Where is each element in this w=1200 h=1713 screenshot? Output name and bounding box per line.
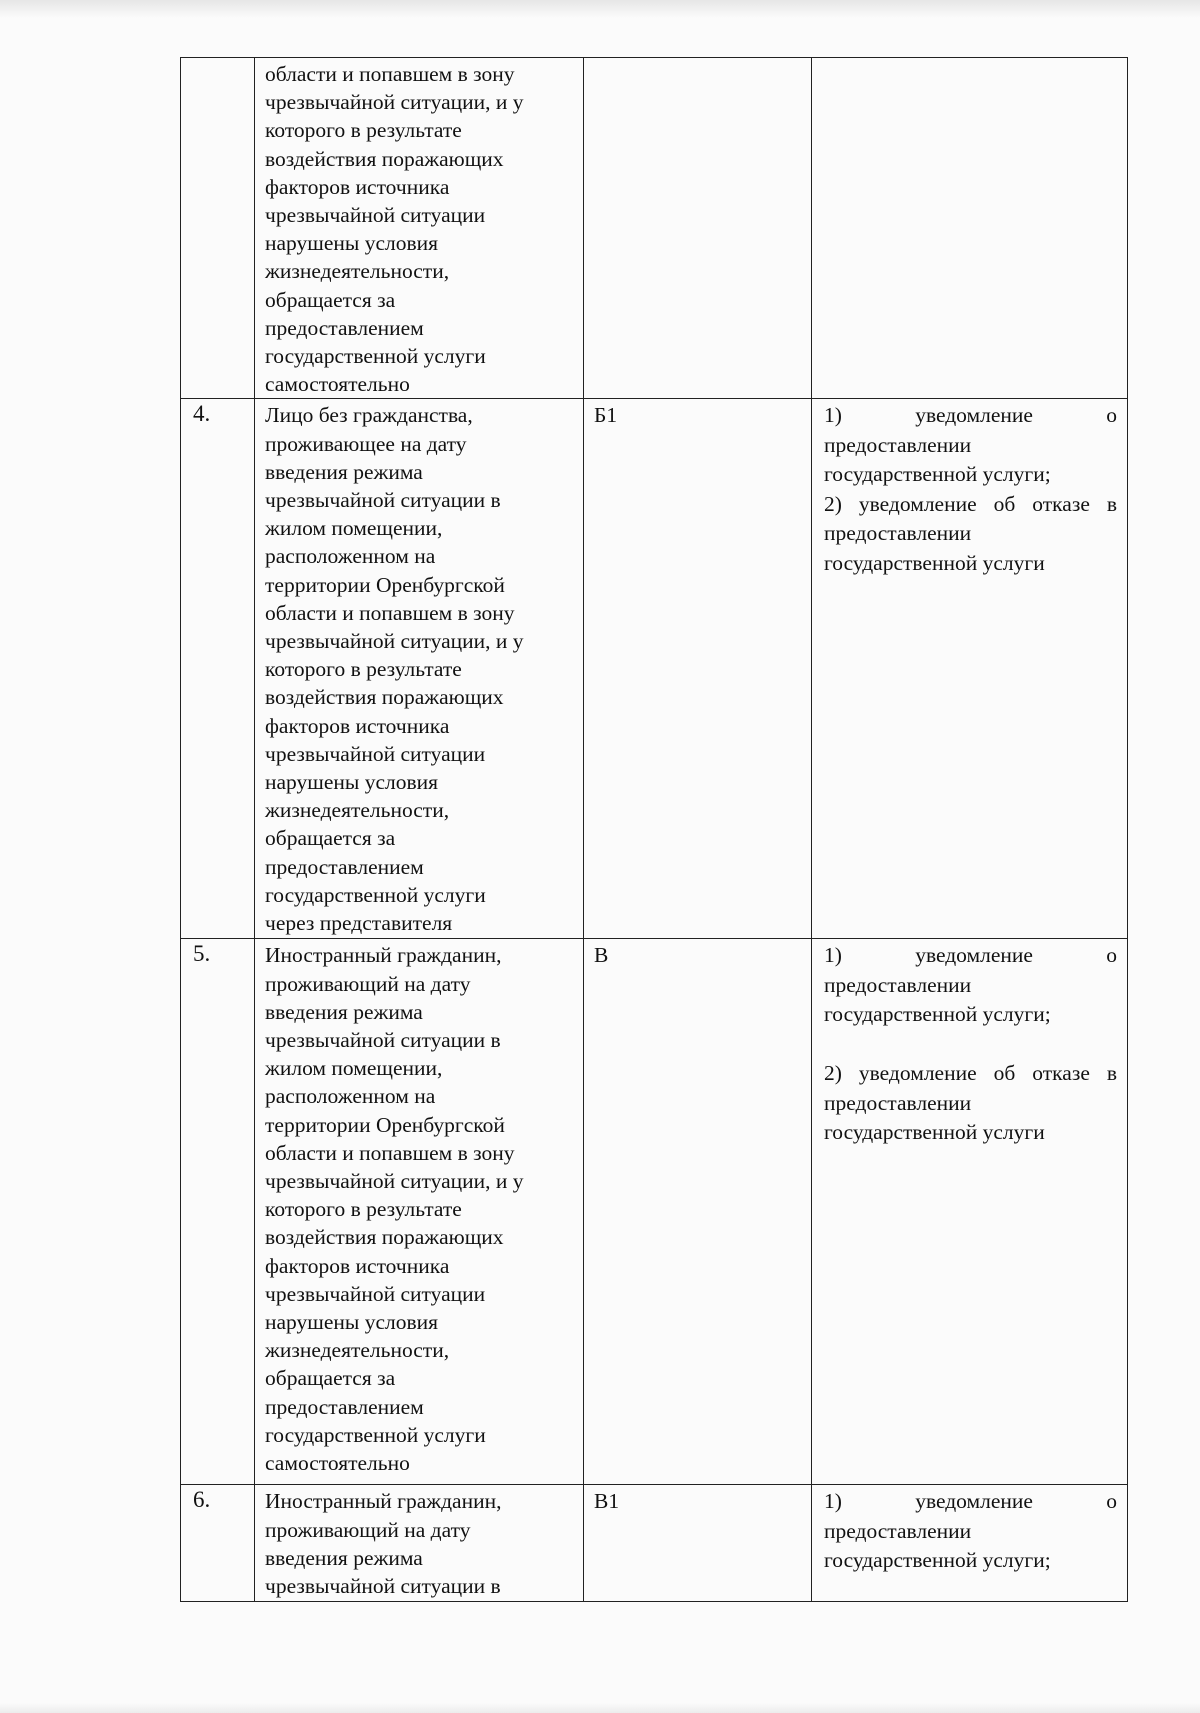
- result-line: 2) уведомление об отказе в: [824, 491, 1117, 516]
- code-cell: [584, 399, 812, 939]
- description-line: самостоятельно: [265, 1451, 410, 1476]
- row-number: 6.: [193, 1487, 211, 1513]
- description-line: Лицо без гражданства,: [265, 403, 473, 428]
- description-line: жилом помещении,: [265, 516, 443, 541]
- result-line: предоставлении: [824, 972, 972, 997]
- result-cell: [812, 939, 1128, 1485]
- description-line: обращается за: [265, 1366, 396, 1391]
- description-line: чрезвычайной ситуации в: [265, 1028, 501, 1053]
- result-blank-line: [824, 1030, 1117, 1060]
- variant-code: В: [594, 943, 609, 968]
- description-line: предоставлением: [265, 1394, 424, 1419]
- description-line: проживающее на дату: [265, 431, 467, 456]
- description-line: проживающий на дату: [265, 971, 471, 996]
- description-line: чрезвычайной ситуации в: [265, 1574, 501, 1599]
- description-line: территории Оренбургской: [265, 1112, 505, 1137]
- result-line: 1) уведомление о: [824, 403, 1117, 428]
- description-line: проживающий на дату: [265, 1517, 471, 1542]
- description-line: жилом помещении,: [265, 1056, 443, 1081]
- description-line: жизнедеятельности,: [265, 1338, 450, 1363]
- result-line: 2) уведомление об отказе в: [824, 1061, 1117, 1086]
- description-line: чрезвычайной ситуации: [265, 1281, 486, 1306]
- description-line: чрезвычайной ситуации: [265, 203, 486, 228]
- applicant-description-cell: [255, 399, 584, 939]
- description-line: жизнедеятельности,: [265, 798, 450, 823]
- result-line: предоставлении: [824, 1518, 972, 1543]
- description-line: введения режима: [265, 999, 423, 1024]
- variant-code: Б1: [594, 403, 618, 428]
- description-line: факторов источника: [265, 174, 450, 199]
- description-line: чрезвычайной ситуации: [265, 741, 486, 766]
- description-line: расположенном на: [265, 1084, 436, 1109]
- description-line: факторов источника: [265, 713, 450, 738]
- description-line: области и попавшем в зону: [265, 62, 515, 86]
- code-cell: [584, 939, 812, 1485]
- result-cell: [812, 1485, 1128, 1602]
- description-line: Иностранный гражданин,: [265, 1489, 502, 1514]
- description-line: чрезвычайной ситуации, и у: [265, 1169, 524, 1194]
- description-line: которого в результате: [265, 1197, 462, 1222]
- table-row: [181, 1485, 1128, 1602]
- description-line: предоставлением: [265, 315, 424, 340]
- row-number-cell: [181, 399, 255, 939]
- description-line: воздействия поражающих: [265, 146, 504, 171]
- result-line: предоставлении: [824, 521, 972, 546]
- description-line: обращается за: [265, 826, 396, 851]
- description-line: нарушены условия: [265, 770, 439, 795]
- description-line: введения режима: [265, 459, 423, 484]
- description-line: воздействия поражающих: [265, 1225, 504, 1250]
- description-line: которого в результате: [265, 657, 462, 682]
- row-number: 4.: [193, 401, 211, 427]
- description-line: жизнедеятельности,: [265, 259, 450, 284]
- code-cell: [584, 1485, 812, 1602]
- result-line: государственной услуги;: [824, 462, 1051, 487]
- description-line: чрезвычайной ситуации, и у: [265, 629, 524, 654]
- result-line: 1) уведомление о: [824, 1489, 1117, 1514]
- row-number-cell: [181, 1485, 255, 1602]
- description-line: через представителя: [265, 911, 453, 936]
- result-line: государственной услуги: [824, 550, 1045, 575]
- description-line: государственной услуги: [265, 1422, 486, 1447]
- description-line: предоставлением: [265, 854, 424, 879]
- scan-shadow-bottom: [0, 1703, 1200, 1713]
- description-line: самостоятельно: [265, 372, 410, 397]
- description-line: обращается за: [265, 287, 396, 312]
- description-line: воздействия поражающих: [265, 685, 504, 710]
- applicant-description-cell: [255, 939, 584, 1485]
- table-row: [181, 399, 1128, 939]
- description-line: чрезвычайной ситуации, и у: [265, 90, 524, 115]
- row-number-cell: [181, 939, 255, 1485]
- code-cell: [584, 58, 812, 399]
- variant-code: В1: [594, 1489, 620, 1514]
- table-row: [181, 58, 1128, 399]
- result-cell: [812, 58, 1128, 399]
- result-line: предоставлении: [824, 1090, 972, 1115]
- description-line: государственной услуги: [265, 882, 486, 907]
- description-line: чрезвычайной ситуации в: [265, 488, 501, 513]
- result-cell: [812, 399, 1128, 939]
- scan-shadow-top: [0, 0, 1200, 18]
- description-line: нарушены условия: [265, 231, 439, 256]
- description-line: введения режима: [265, 1545, 423, 1570]
- description-line: факторов источника: [265, 1253, 450, 1278]
- result-line: 1) уведомление о: [824, 943, 1117, 968]
- row-number: 5.: [193, 941, 211, 967]
- result-line: государственной услуги: [824, 1120, 1045, 1145]
- result-line: государственной услуги;: [824, 1002, 1051, 1027]
- description-line: области и попавшем в зону: [265, 1140, 515, 1165]
- description-line: расположенном на: [265, 544, 436, 569]
- description-line: нарушены условия: [265, 1310, 439, 1335]
- result-line: предоставлении: [824, 432, 972, 457]
- description-line: области и попавшем в зону: [265, 600, 515, 625]
- description-line: территории Оренбургской: [265, 572, 505, 597]
- result-line: государственной услуги;: [824, 1548, 1051, 1573]
- description-line: государственной услуги: [265, 344, 486, 369]
- variant-code: [584, 58, 811, 60]
- table-row: [181, 939, 1128, 1485]
- description-line: Иностранный гражданин,: [265, 943, 502, 968]
- description-line: которого в результате: [265, 118, 462, 143]
- row-number: [181, 58, 254, 59]
- applicant-description-cell: [255, 58, 584, 399]
- services-table: [180, 57, 1128, 1602]
- applicant-description-cell: [255, 1485, 584, 1602]
- row-number-cell: [181, 58, 255, 399]
